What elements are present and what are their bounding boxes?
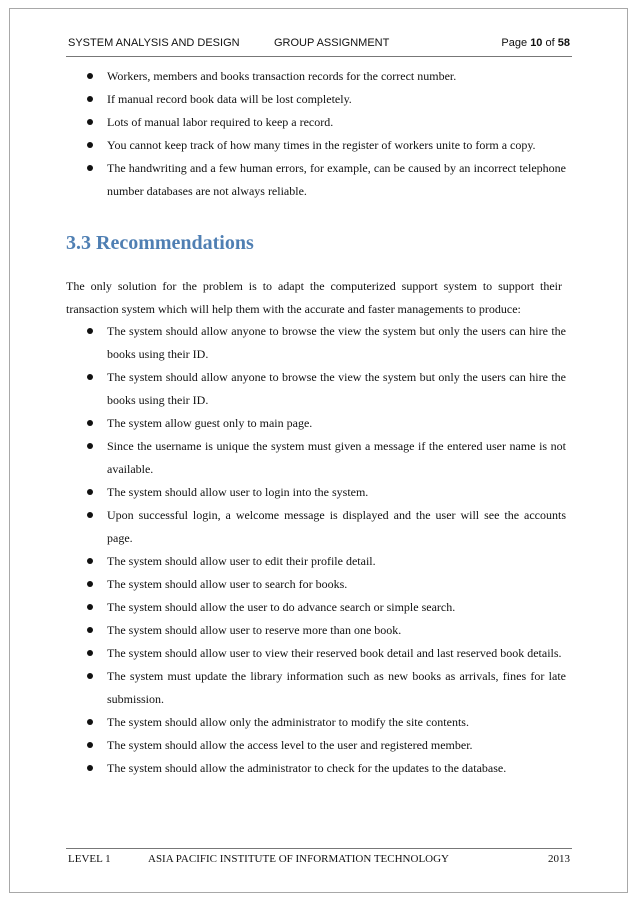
footer-level: LEVEL 1 <box>68 853 111 865</box>
bullet-icon <box>87 443 93 449</box>
list-item: The system should allow user to edit their profile detail. <box>66 550 566 573</box>
list-item: The system should allow user to reserve more than one book. <box>66 619 566 642</box>
page-footer <box>68 853 570 869</box>
bullet-icon <box>87 742 93 748</box>
of-label: of <box>545 37 555 49</box>
bullet-icon <box>87 673 93 679</box>
list-item: The system should allow the access level to the user and registered member. <box>66 734 566 757</box>
section-intro: The only solution for the problem is to adapt the computerized support system to support their transaction system which will help them with the accurate and faster managements to produce: <box>66 279 562 316</box>
list-item: The handwriting and a few human errors, for example, can be caused by an incorrect telephone number databases are not always reliable. <box>66 157 566 203</box>
header-page-indicator <box>501 37 570 49</box>
list-item: Upon successful login, a welcome message is displayed and the user will see the accounts page. <box>66 504 566 550</box>
bullet-icon <box>87 73 93 79</box>
list-item: Since the username is unique the system must given a message if the entered user name is not available. <box>66 435 566 481</box>
bullet-icon <box>87 512 93 518</box>
bullet-icon <box>87 719 93 725</box>
bullet-icon <box>87 650 93 656</box>
footer-year: 2013 <box>548 853 570 865</box>
recommendations-list <box>66 320 566 780</box>
bullet-icon <box>87 627 93 633</box>
page-label: Page <box>501 37 528 49</box>
bullet-icon <box>87 581 93 587</box>
page-number: 10 <box>530 37 543 49</box>
list-item: The system allow guest only to main page. <box>66 412 566 435</box>
header-assignment-title: GROUP ASSIGNMENT <box>274 37 390 49</box>
bullet-icon <box>87 328 93 334</box>
bullet-icon <box>87 96 93 102</box>
problem-list <box>66 65 566 203</box>
bullet-icon <box>87 489 93 495</box>
bullet-icon <box>87 558 93 564</box>
list-item: The system should allow anyone to browse the view the system but only the users can hire the books using their ID. <box>66 366 566 412</box>
footer-institute: ASIA PACIFIC INSTITUTE OF INFORMATION TECHNOLOGY <box>148 853 449 865</box>
bullet-icon <box>87 604 93 610</box>
list-item: The system must update the library information such as new books as arrivals, fines for late submission. <box>66 665 566 711</box>
list-item: The system should allow the user to do advance search or simple search. <box>66 596 566 619</box>
page-header <box>68 37 570 53</box>
page-total: 58 <box>557 37 570 49</box>
list-item: The system should allow the administrator to check for the updates to the database. <box>66 757 566 780</box>
bullet-icon <box>87 165 93 171</box>
list-item: The system should allow only the administrator to modify the site contents. <box>66 711 566 734</box>
bullet-icon <box>87 374 93 380</box>
bullet-icon <box>87 765 93 771</box>
list-item: The system should allow user to view their reserved book detail and last reserved book details. <box>66 642 566 665</box>
list-item: If manual record book data will be lost completely. <box>66 88 566 111</box>
list-item: The system should allow anyone to browse the view the system but only the users can hire the books using their ID. <box>66 320 566 366</box>
list-item: The system should allow user to search for books. <box>66 573 566 596</box>
bullet-icon <box>87 420 93 426</box>
bullet-icon <box>87 119 93 125</box>
section-heading: 3.3 Recommendations <box>66 232 254 254</box>
bullet-icon <box>87 142 93 148</box>
list-item: Lots of manual labor required to keep a record. <box>66 111 566 134</box>
header-divider <box>66 56 572 57</box>
list-item: The system should allow user to login into the system. <box>66 481 566 504</box>
header-course-title: SYSTEM ANALYSIS AND DESIGN <box>68 37 240 49</box>
footer-divider <box>66 848 572 849</box>
list-item: You cannot keep track of how many times in the register of workers unite to form a copy. <box>66 134 566 157</box>
list-item: Workers, members and books transaction records for the correct number. <box>66 65 566 88</box>
